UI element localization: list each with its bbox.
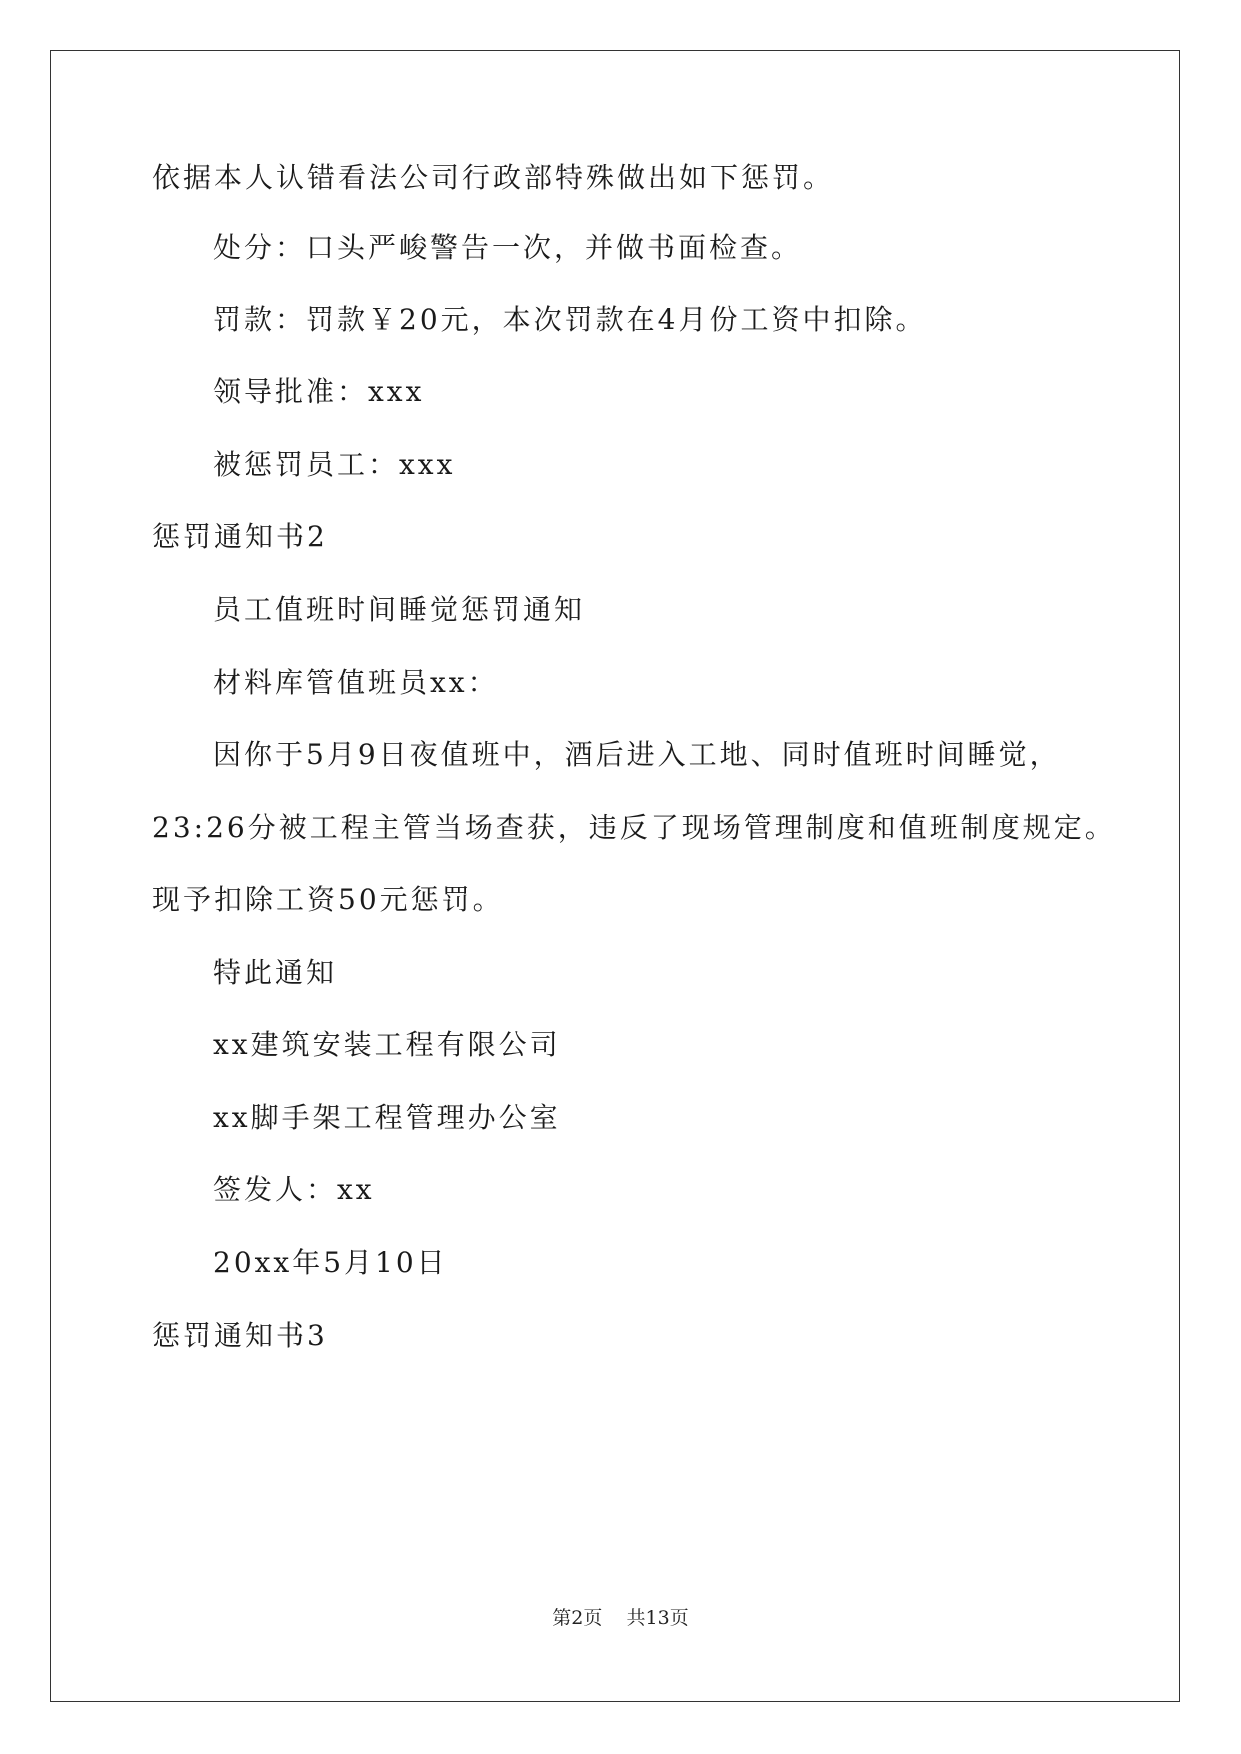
page-total: 共13页: [626, 1607, 689, 1629]
section-heading: 惩罚通知书3: [152, 1319, 328, 1352]
body-line: 依据本人认错看法公司行政部特殊做出如下惩罚。: [152, 161, 835, 194]
body-line: 因你于5月9日夜值班中，酒后进入工地、同时值班时间睡觉，: [213, 738, 1061, 771]
page-number: 第2页: [552, 1607, 603, 1629]
penalty-line: 处分：口头严峻警告一次，并做书面检查。: [213, 231, 803, 264]
page-footer: [0, 1606, 1241, 1630]
notice-title: 员工值班时间睡觉惩罚通知: [213, 593, 586, 626]
employee-line: 被惩罚员工：xxx: [213, 448, 456, 481]
office-line: xx脚手架工程管理办公室: [213, 1101, 561, 1134]
company-line: xx建筑安装工程有限公司: [213, 1028, 561, 1061]
page-border: [50, 50, 1180, 1702]
closing-line: 特此通知: [213, 956, 338, 989]
issuer-line: 签发人：xx: [213, 1173, 375, 1206]
date-line: 20xx年5月10日: [213, 1246, 448, 1279]
body-line: 23:26分被工程主管当场查获，违反了现场管理制度和值班制度规定。: [152, 811, 1116, 844]
body-line: 现予扣除工资50元惩罚。: [152, 883, 504, 916]
approver-line: 领导批准：xxx: [213, 375, 425, 408]
addressee-line: 材料库管值班员xx：: [213, 666, 499, 699]
section-heading: 惩罚通知书2: [152, 520, 328, 553]
fine-line: 罚款：罚款￥20元，本次罚款在4月份工资中扣除。: [213, 303, 927, 336]
